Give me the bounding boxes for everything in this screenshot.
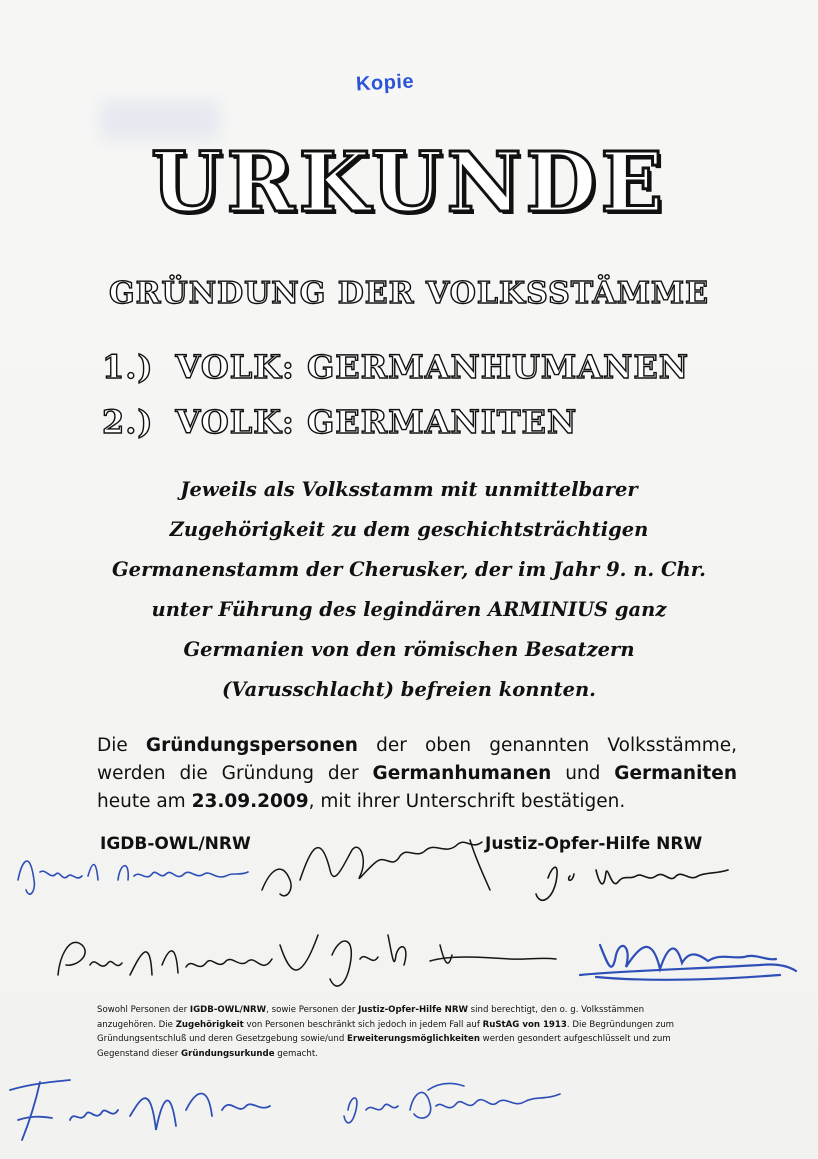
folk-item-2	[102, 403, 577, 441]
folk-item-number: 2.)	[102, 403, 154, 441]
signature-black-1	[262, 840, 490, 896]
folk-item-1	[102, 348, 689, 386]
statement-line: unter Führung des legindären ARMINIUS ganz	[151, 598, 667, 621]
statement-line: Germanenstamm der Cherusker, der im Jahr 9. n. Chr.	[112, 558, 706, 581]
fine-print-line: Sowohl Personen der IGDB-OWL/NRW, sowie Personen der Justiz-Opfer-Hilfe NRW sind berechtigt, den o. g. Volksstämmen	[97, 1005, 645, 1015]
signature-blue-2	[580, 945, 796, 980]
kopie-stamp: Kopie	[355, 70, 415, 96]
folk-item-label: VOLK: GERMANHUMANEN	[175, 348, 690, 386]
signature-black-3	[58, 935, 318, 975]
document-title: URKUNDE	[150, 135, 668, 231]
fine-print-line: Gründungsentschluß und deren Gesetzgebung sowie/und Erweiterungsmöglichkeiten werden gesondert aufgeschlüsselt und zum	[97, 1034, 671, 1044]
org-justiz-label: Justiz-Opfer-Hilfe NRW	[485, 834, 703, 854]
document-subtitle: GRÜNDUNG DER VOLKSSTÄMME	[108, 276, 710, 311]
paragraph-line: heute am 23.09.2009, mit ihrer Unterschrift bestätigen.	[97, 791, 626, 812]
signature-area-upper	[0, 810, 818, 920]
statement-line: Zugehörigkeit zu dem geschichtsträchtigen	[169, 518, 649, 541]
fine-print-line: anzugehören. Die Zugehörigkeit von Personen beschränkt sich jedoch in jedem Fall auf RuStAG von 1913. Die Begründungen zum	[97, 1019, 675, 1030]
founding-paragraph	[97, 732, 737, 816]
faint-stamp-mark	[100, 100, 220, 140]
paragraph-line: werden die Gründung der Germanhumanen und Germaniten	[97, 763, 737, 784]
folk-item-number: 1.)	[102, 348, 154, 386]
signature-blue-1	[18, 861, 248, 894]
fine-print-clause	[97, 1003, 717, 1061]
signature-blue-3	[10, 1080, 270, 1140]
org-igdb-label: IGDB-OWL/NRW	[100, 834, 251, 854]
fine-print-line: Gegenstand dieser Gründungsurkunde gemacht.	[97, 1048, 318, 1059]
paragraph-line: Die Gründungspersonen der oben genannten Volksstämme,	[97, 735, 737, 756]
signature-area-middle	[0, 915, 818, 1005]
statement-line: (Varusschlacht) befreien konnten.	[222, 678, 596, 701]
signature-blue-4	[344, 1083, 560, 1123]
folk-item-label: VOLK: GERMANITEN	[175, 403, 578, 441]
signature-black-2	[536, 867, 728, 900]
statement-line: Germanien von den römischen Besatzern	[183, 638, 635, 661]
statement-line: Jeweils als Volksstamm mit unmittelbarer	[180, 478, 638, 501]
signature-area-lower	[0, 1060, 818, 1159]
signature-black-4	[330, 935, 556, 986]
historical-statement	[60, 470, 758, 710]
